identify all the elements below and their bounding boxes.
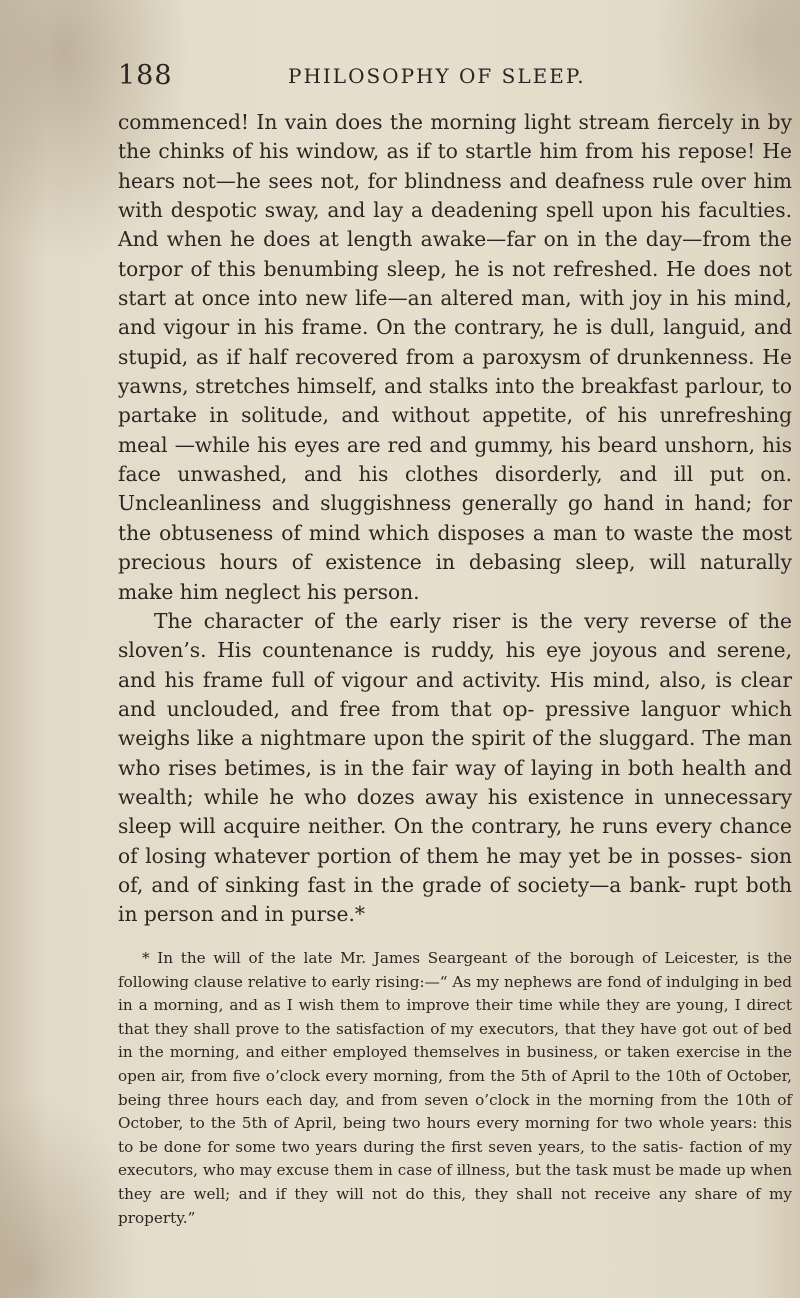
page-header bbox=[118, 60, 718, 94]
running-title: PHILOSOPHY OF SLEEP. bbox=[288, 64, 586, 88]
paragraph-1: commenced! In vain does the morning light stream fiercely in by the chinks of his window, as if to startle him from his repose! He hears not—he sees not, for blindness and deafness rule over him with despotic sway, and lay a deadening spell upon his faculties. And when he does at length awake—far on in the day—from the torpor of this benumbing sleep, he is not refreshed. He does not start at once into new life—an altered man, with joy in his mind, and vigour in his frame. On the contrary, he is dull, languid, and stupid, as if half recovered from a paroxysm of drunkenness. He yawns, stretches himself, and stalks into the breakfast parlour, to partake in solitude, and without appetite, of his unrefreshing meal —while his eyes are red and gummy, his beard unshorn, his face unwashed, and his clothes disorderly, and ill put on. Uncleanliness and sluggishness generally go hand in hand; for the obtuseness of mind which disposes a man to waste the most precious hours of existence in debasing sleep, will naturally make him neglect his person. bbox=[118, 110, 792, 604]
page-number: 188 bbox=[118, 60, 173, 91]
body-text bbox=[118, 108, 792, 930]
footnote: * In the will of the late Mr. James Seargeant of the borough of Leicester, is the following clause relative to early rising:—“ As my nephews are fond of indulging in bed in a morning, and as I wish them to improve their time while they are young, I direct that they shall prove to the satisfaction of my executors, that they have got out of bed in the morning, and either employed themselves in business, or taken exercise in the open air, from five o’clock every morning, from the 5th of April to the 10th of October, being three hours each day, and from seven o’clock in the morning from the 10th of October, to the 5th of April, being two hours every morning for two whole years: this to be done for some two years during the first seven years, to the satis- faction of my executors, who may excuse them in case of illness, but the task must be made up when they are well; and if they will not do this, they shall not receive any share of my property.” bbox=[118, 949, 792, 1227]
paragraph-2: The character of the early riser is the very reverse of the sloven’s. His countenance is ruddy, his eye joyous and serene, and his frame full of vigour and activity. His mind, also, is clear and unclouded, and free from that op- pressive languor which weighs like a nightmare upon the spirit of the sluggard. The man who rises betimes, is in the fair way of laying in both health and wealth; while he who dozes away his existence in unnecessary sleep will acquire neither. On the contrary, he runs every chance of losing whatever portion of them he may yet be in posses- sion of, and of sinking fast in the grade of society—a bank- rupt both in person and in purse.* bbox=[118, 608, 792, 927]
